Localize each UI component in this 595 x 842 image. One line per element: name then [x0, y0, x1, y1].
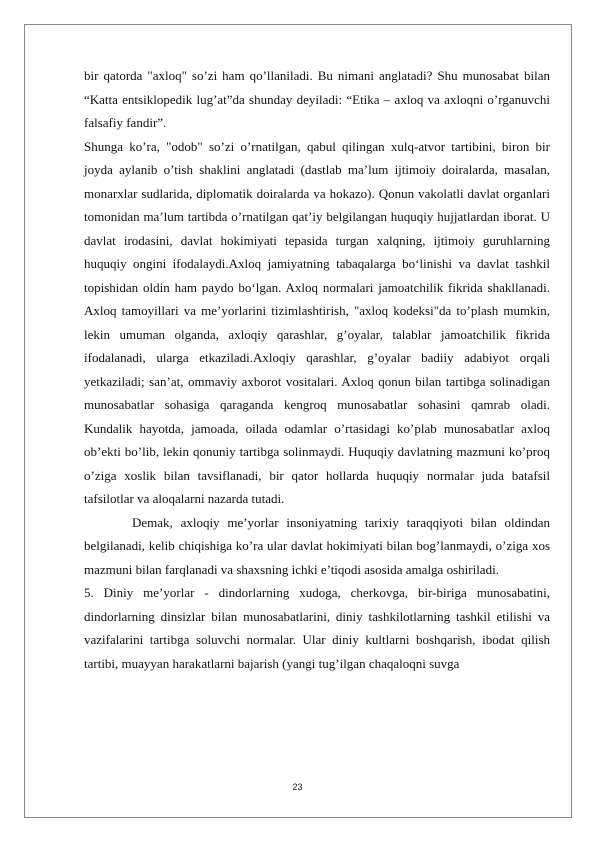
paragraph-axloq-definition: bir qatorda "axloq" so’zi ham qo’llaniladi. Bu nimani anglatadi? Shu munosabat bilan “Katta entsiklopedik lug’at”da shunday deyiladi: “Etika – axloq va axloqni o’rganuvchi falsafiy fandir”.	[84, 68, 550, 130]
paragraph-religious-norms: 5. Diniy me’yorlar - dindorlarning xudoga, cherkovga, bir-biriga munosabatini, dindorlarning dinsizlar bilan munosabatlarini, diniy tashkilotlarning tashkil etilishi va vazifalarini tartibga soluvchi normalar. Ular diniy kultlarni boshqarish, ibodat qilish tartibi, muayyan harakatlarni bajarish (yangi tug’ilgan chaqaloqni suvga	[84, 585, 550, 671]
paragraph-conclusion: Demak, axloqiy me’yorlar insoniyatning tarixiy taraqqiyoti bilan oldindan belgilanadi, kelib chiqishiga ko’ra ular davlat hokimiyati bilan bog’lanmaydi, o’ziga xos mazmuni bilan farqlanadi va shaxsning ichki e’tiqodi asosida amalga oshiriladi.	[84, 514, 550, 577]
paragraph-odob-and-law: Shunga ko’ra, "odob" so’zi o’rnatilgan, qabul qilingan xulq-atvor tartibini, biron bir joyda aylanib o’tish shaklini anglatadi (dastlab ma’lum ijtimoiy doiralarda, masalan, monarxlar sudlarida, diplomatik doiralarda va hokazo). Qonun vakolatli davlat organlari tomonidan ma’lum tartibda o’rnatilgan qat’iy belgilangan huquqiy hujjatlardan iborat. U davlat irodasini, davlat hokimiyati tepasida turgan xalqning, ijtimoiy guruhlarning huquqiy ongini ifodalaydi.Axloq jamiyatning tabaqalarga bo‘linishi va davlat tashkil topishidan oldin ham paydo bo‘lgan. Axloq normalari jamoatchilik fikrida shakllanadi. Axloq tamoyillari va me’yorlarini tizimlashtirish, "axloq kodeksi"da to’plash mumkin, lekin umuman olganda, axloqiy qarashlar, g’oyalar, talablar jamoatchilik fikrida ifodalanadi, ularga etkaziladi.Axloqiy qarashlar, g’oyalar badiiy adabiyot orqali yetkaziladi; san’at, ommaviy axborot vositalari. Axloq qonun bilan tartibga solinadigan munosabatlar sohasiga qaraganda kengroq munosabatlar sohasini qamrab oladi. Kundalik hayotda, jamoada, oilada odamlar o’rtasidagi ko’plab munosabatlar axloq ob’ekti bo’lib, lekin qonuniy tartibga solinmaydi. Huquqiy davlatning mazmuni ko’proq o’ziga xoslik bilan tavsiflanadi, bir qator hollarda huquqiy normalar juda batafsil tafsilotlar va aloqalarni nazarda tutadi.	[84, 138, 550, 506]
page-number: 23	[292, 782, 303, 792]
document-body	[84, 64, 550, 675]
